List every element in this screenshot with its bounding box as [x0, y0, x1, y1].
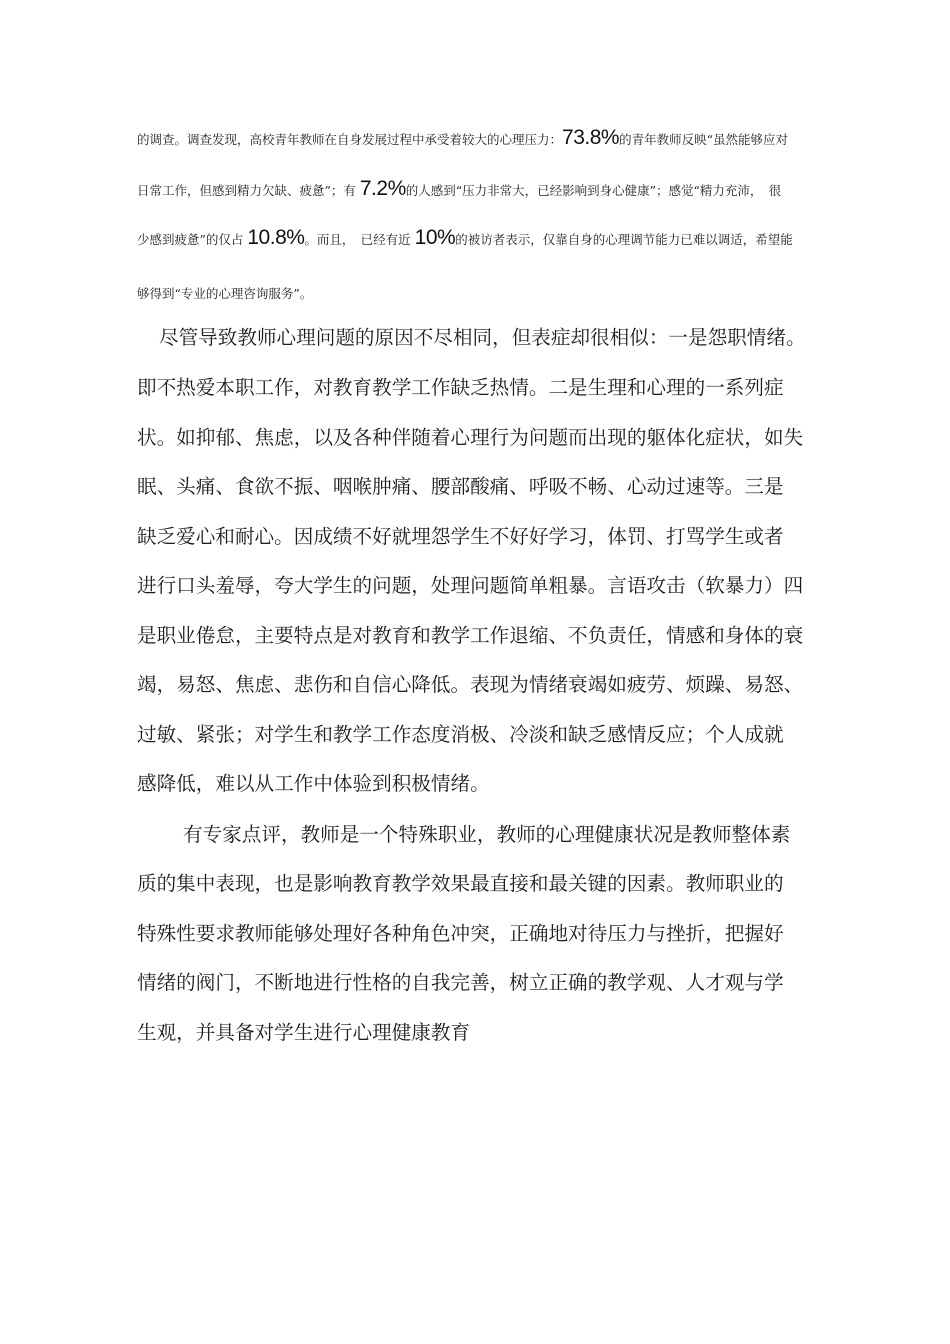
paragraph-line: 过敏、紧张；对学生和教学工作态度消极、冷淡和缺乏感情反应；个人成就 — [137, 723, 784, 746]
intro-text: 够得到“专业的心理咨询服务”。 — [137, 286, 313, 301]
intro-text: 日常工作，但感到精力欠缺、疲惫”；有 — [137, 183, 360, 198]
percentage-figure: 7.2% — [359, 177, 406, 200]
paragraph-line: 特殊性要求教师能够处理好各种角色冲突，正确地对待压力与挫折，把握好 — [137, 922, 784, 945]
paragraph-line: 尽管导致教师心理问题的原因不尽相同，但表症却很相似：一是怨职情绪。 — [159, 326, 806, 349]
paragraph-line: 有专家点评，教师是一个特殊职业，教师的心理健康状况是教师整体素 — [183, 823, 791, 846]
paragraph-line: 进行口头羞辱，夸大学生的问题，处理问题简单粗暴。言语攻击（软暴力）四 — [137, 574, 804, 597]
intro-line-4 — [137, 284, 312, 302]
paragraph-line: 质的集中表现，也是影响教育教学效果最直接和最关键的因素。教师职业的 — [137, 872, 784, 895]
paragraph-line: 缺乏爱心和耐心。因成绩不好就埋怨学生不好好学习，体罚、打骂学生或者 — [137, 525, 784, 548]
percentage-figure: 73.8% — [562, 126, 620, 149]
paragraph-line: 感降低，难以从工作中体验到积极情绪。 — [137, 772, 490, 795]
paragraph-line: 眠、头痛、食欲不振、咽喉肿痛、腰部酸痛、呼吸不畅、心动过速等。三是 — [137, 475, 784, 498]
intro-line-3 — [137, 226, 793, 250]
intro-text: 。而且， 已经有近 — [304, 232, 415, 247]
paragraph-line: 情绪的阀门，不断地进行性格的自我完善，树立正确的教学观、人才观与学 — [137, 971, 784, 994]
intro-text: 的人感到“压力非常大，已经影响到身心健康”；感觉“精力充沛， 很 — [405, 183, 782, 198]
percentage-figure: 10.8% — [247, 226, 305, 249]
intro-text: 的被访者表示，仅靠自身的心理调节能力已难以调适，希望能 — [455, 232, 793, 247]
paragraph-line: 竭，易怒、焦虑、悲伤和自信心降低。表现为情绪衰竭如疲劳、烦躁、易怒、 — [137, 673, 804, 696]
paragraph-line: 是职业倦怠，主要特点是对教育和教学工作退缩、不负责任，情感和身体的衰 — [137, 624, 804, 647]
paragraph-line: 即不热爱本职工作，对教育教学工作缺乏热情。二是生理和心理的一系列症 — [137, 376, 784, 399]
intro-text: 的调查。调查发现，高校青年教师在自身发展过程中承受着较大的心理压力： — [137, 132, 563, 147]
intro-text: 的青年教师反映“虽然能够应对 — [619, 132, 788, 147]
percentage-figure: 10% — [414, 226, 456, 249]
intro-line-1 — [137, 126, 788, 150]
intro-text: 少感到疲惫”的仅占 — [137, 232, 248, 247]
paragraph-line: 生观，并具备对学生进行心理健康教育 — [137, 1021, 471, 1044]
paragraph-line: 状。如抑郁、焦虑，以及各种伴随着心理行为问题而出现的躯体化症状，如失 — [137, 426, 804, 449]
intro-line-2 — [137, 177, 781, 201]
